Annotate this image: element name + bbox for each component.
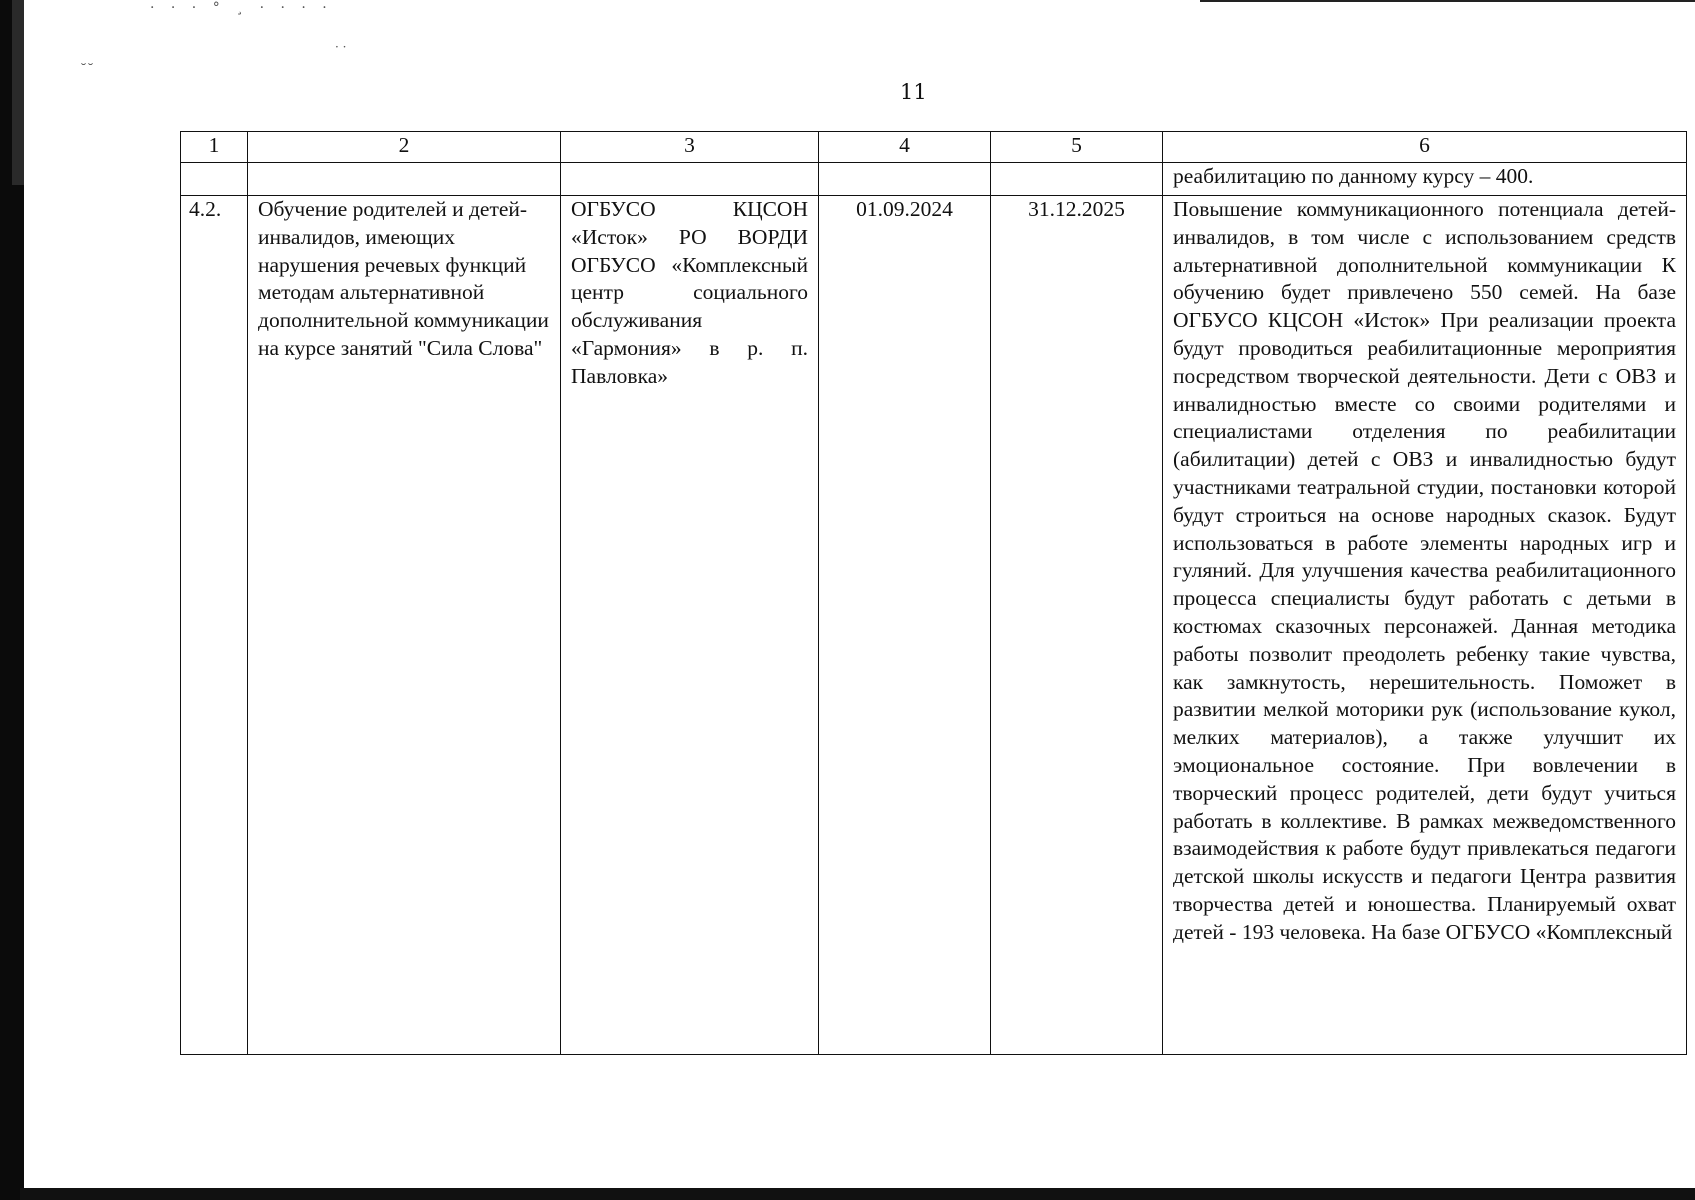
scan-bottom-edge xyxy=(20,1188,1695,1200)
row-number-cell: 4.2. xyxy=(181,196,248,1055)
table-cell-empty xyxy=(181,163,248,196)
plan-table xyxy=(180,131,1687,1055)
column-number: 5 xyxy=(991,132,1163,163)
result-cell: Повышение коммуникационного потенциала детей-инвалидов, в том числе с использованием средств альтернативной дополнительной коммуникации К обучению будет привлечено 550 семей. На базе ОГБУСО КЦСОН «Исток» При реализации проекта будут проводиться реабилитационные мероприятия посредством творческой деятельности. Дети с ОВЗ и инвалидностью вместе со своими родителями и специалистами отделения по реабилитации (абилитации) детей с ОВЗ и инвалидностью будут участниками театральной студии, постановки которой будут строиться на основе народных сказок. Будут использоваться в работе элементы народных игр и гуляний. Для улучшения качества реабилитационного процесса специалисты будут работать с детьми в костюмах сказочных персонажей. Данная методика работы позволит преодолеть ребенку такие чувства, как замкнутость, нерешительность. Поможет в развитии мелкой моторики рук (использование кукол, мелких материалов), а также улучшит их эмоциональное состояние. При вовлечении в творческий процесс родителей, дети будут учиться работать в коллективе. В рамках межведомственного взаимодействия к работе будут привлекаться педагоги детской школы искусств и педагоги Центра развития творчества детей и юношества. Планируемый охват детей - 193 человека. На базе ОГБУСО «Комплексный xyxy=(1163,196,1687,1055)
executor-cell: ОГБУСО КЦСОН «Исток» РО ВОРДИ ОГБУСО «Комплексный центр социального обслуживания «Гармония» в р. п. Павловка» xyxy=(561,196,819,1055)
column-number: 6 xyxy=(1163,132,1687,163)
scan-top-edge xyxy=(1200,0,1695,2)
scan-noise: · · · ° ¸ · · · · xyxy=(150,0,333,16)
table-cell-empty xyxy=(561,163,819,196)
scan-noise: ˘˘ xyxy=(80,62,94,78)
column-number: 3 xyxy=(561,132,819,163)
start-date-cell: 01.09.2024 xyxy=(819,196,991,1055)
activity-cell: Обучение родителей и детей-инвалидов, имеющих нарушения речевых функций методам альтернативной дополнительной коммуникации на курсе занятий "Сила Слова" xyxy=(248,196,561,1055)
table-row-continuation xyxy=(181,163,1687,196)
table-cell-empty xyxy=(248,163,561,196)
scan-left-edge-shade xyxy=(12,0,24,185)
table-cell-empty xyxy=(819,163,991,196)
end-date-cell: 31.12.2025 xyxy=(991,196,1163,1055)
page-number: 11 xyxy=(900,80,927,104)
result-continuation-cell: реабилитацию по данному курсу – 400. xyxy=(1163,163,1687,196)
table-row xyxy=(181,196,1687,1055)
column-number: 1 xyxy=(181,132,248,163)
table-header-row xyxy=(181,132,1687,163)
column-number: 4 xyxy=(819,132,991,163)
scan-noise: · · xyxy=(335,40,347,54)
table-cell-empty xyxy=(991,163,1163,196)
column-number: 2 xyxy=(248,132,561,163)
